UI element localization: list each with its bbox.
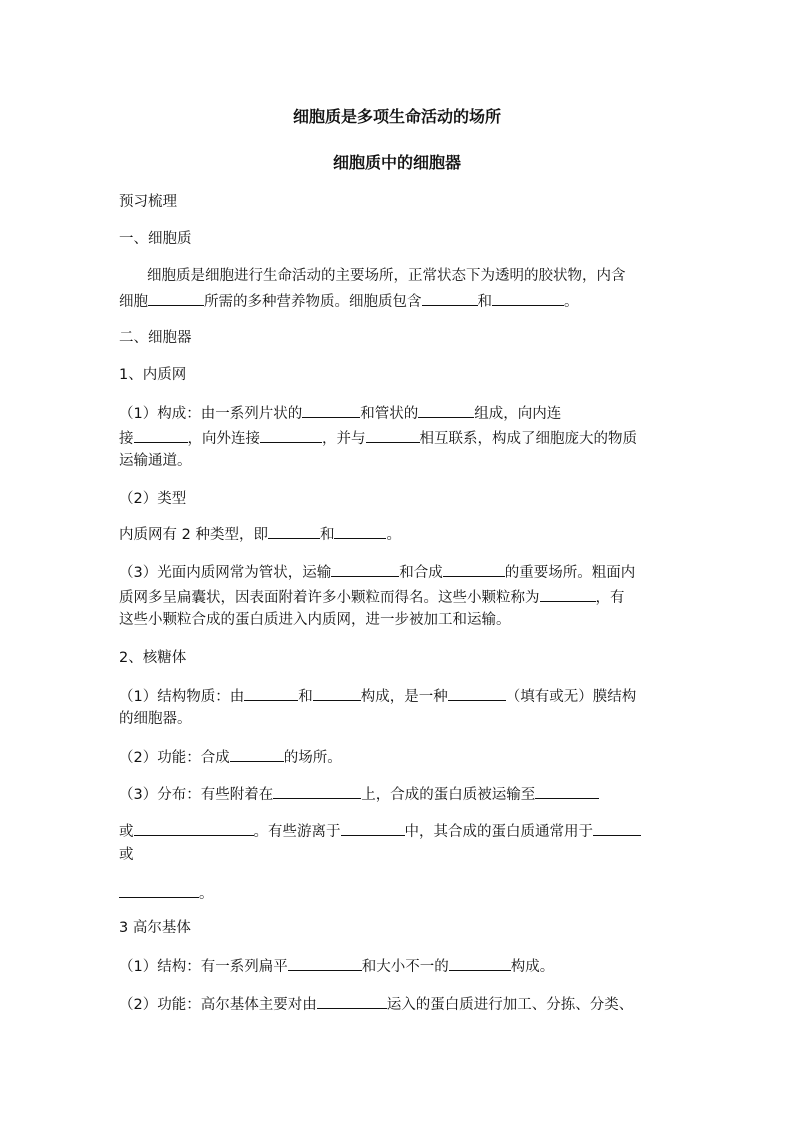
- fill-blank[interactable]: [422, 290, 478, 306]
- fill-blank[interactable]: [341, 820, 405, 836]
- er-q2: （2）类型: [119, 491, 187, 507]
- er-q1-line3: 运输通道。: [119, 453, 192, 469]
- fill-blank[interactable]: [302, 402, 360, 418]
- fill-blank[interactable]: [230, 746, 284, 762]
- rib-q1-line2: 的细胞器。: [119, 711, 192, 727]
- rib-q1-line1: （1）结构物质：由 和 构成，是一种 （填有或无）膜结构: [119, 685, 636, 707]
- part1-heading: 一、细胞质: [119, 231, 192, 247]
- fill-blank[interactable]: [449, 955, 511, 971]
- rib-q3-line2: 或 。有些游离于 中，其合成的蛋白质通常用于: [119, 820, 641, 842]
- fill-blank[interactable]: [334, 523, 386, 539]
- fill-blank[interactable]: [268, 523, 320, 539]
- er-q1-line1: （1）构成：由一系列片状的 和管状的 组成，向内连: [119, 402, 561, 424]
- fill-blank[interactable]: [540, 586, 596, 602]
- fill-blank[interactable]: [134, 820, 254, 836]
- fill-blank[interactable]: [134, 427, 188, 443]
- fill-blank[interactable]: [418, 402, 474, 418]
- er-q3-line1: （3）光面内质网常为管状，运输 和合成 的重要场所。粗面内: [119, 561, 635, 583]
- rib-q3-line1: （3）分布：有些附着在 上，合成的蛋白质被运输至: [119, 783, 599, 805]
- fill-blank[interactable]: [535, 783, 599, 799]
- rib-q3-line3: 或: [119, 847, 134, 863]
- er-q3-line2: 质网多呈扁囊状，因表面附着许多小颗粒而得名。这些小颗粒称为 ，有: [119, 586, 625, 608]
- rib-q3-line4: 。: [119, 882, 214, 904]
- fill-blank[interactable]: [443, 561, 505, 577]
- page-title: 细胞质是多项生命活动的场所: [292, 107, 501, 126]
- golgi-heading: 3 高尔基体: [119, 920, 191, 936]
- fill-blank[interactable]: [260, 427, 322, 443]
- fill-blank[interactable]: [288, 955, 362, 971]
- section-preview: 预习梳理: [119, 194, 177, 210]
- fill-blank[interactable]: [448, 685, 506, 701]
- er-heading: 1、内质网: [119, 367, 187, 383]
- fill-blank[interactable]: [119, 882, 199, 898]
- ribosome-heading: 2、核糖体: [119, 650, 187, 666]
- fill-blank[interactable]: [317, 993, 387, 1009]
- er-q1-line2: 接 ，向外连接 ，并与 相互联系，构成了细胞庞大的物质: [119, 427, 637, 449]
- page-subtitle: 细胞质中的细胞器: [332, 153, 461, 172]
- fill-blank[interactable]: [331, 561, 399, 577]
- fill-blank[interactable]: [244, 685, 298, 701]
- part1-paragraph-line2: 细胞 所需的多种营养物质。细胞质包含 和 。: [119, 290, 579, 312]
- golgi-q1: （1）结构：有一系列扁平 和大小不一的 构成。: [119, 955, 554, 977]
- er-q2-answer: 内质网有 2 种类型，即 和 。: [119, 523, 401, 545]
- fill-blank[interactable]: [492, 290, 564, 306]
- rib-q2: （2）功能：合成 的场所。: [119, 746, 342, 768]
- fill-blank[interactable]: [593, 820, 641, 836]
- golgi-q2: （2）功能：高尔基体主要对由 运入的蛋白质进行加工、分拣、分类、: [119, 993, 633, 1015]
- part1-paragraph-line1: 细胞质是细胞进行生命活动的主要场所，正常状态下为透明的胶状物，内含: [147, 268, 626, 284]
- fill-blank[interactable]: [313, 685, 361, 701]
- er-q3-line3: 这些小颗粒合成的蛋白质进入内质网，进一步被加工和运输。: [119, 612, 511, 628]
- fill-blank[interactable]: [148, 290, 204, 306]
- part2-heading: 二、细胞器: [119, 330, 192, 346]
- fill-blank[interactable]: [273, 783, 361, 799]
- fill-blank[interactable]: [366, 427, 420, 443]
